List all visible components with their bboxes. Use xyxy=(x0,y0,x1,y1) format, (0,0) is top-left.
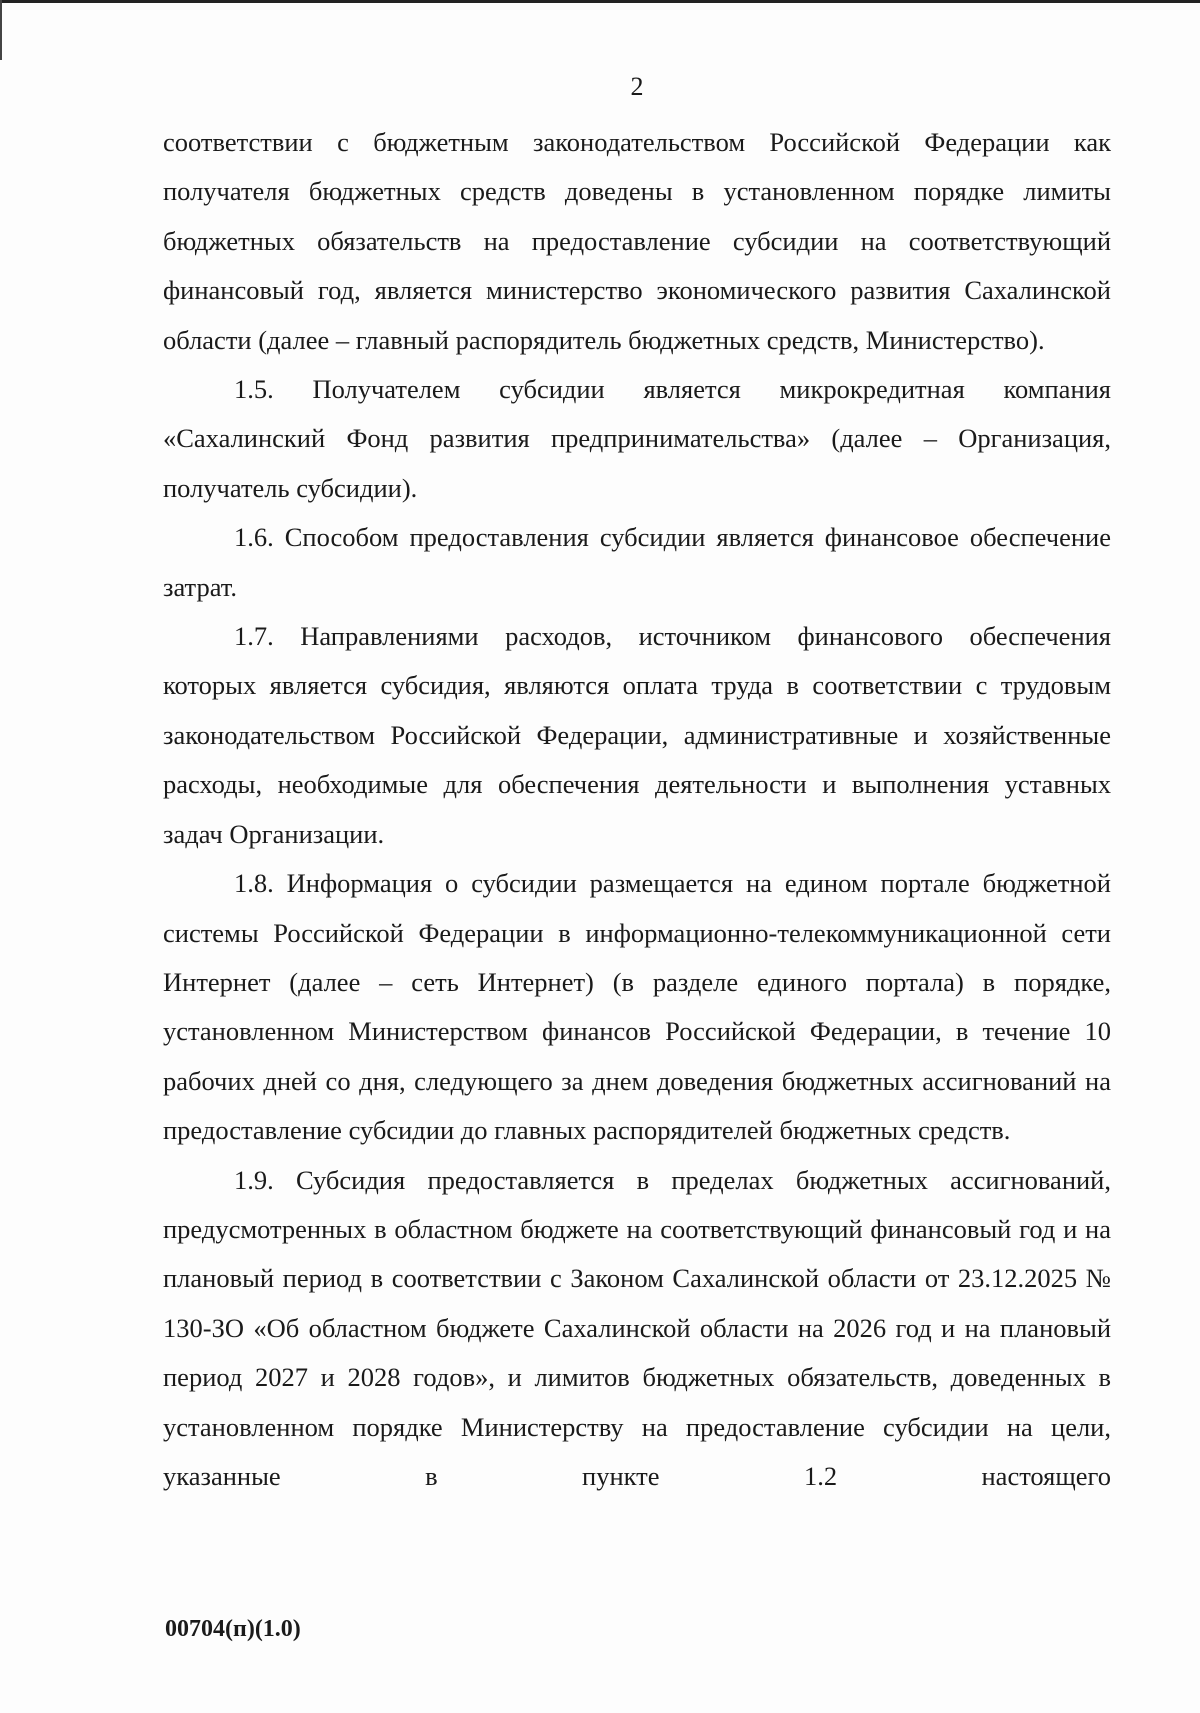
paragraph-1-8: 1.8. Информация о субсидии размещается на едином портале бюджетной системы Российской Федерации в информационно-телекоммуникационной сети Интернет (далее – сеть Интернет) (в разделе единого портала) в порядке, установленном Министерством финансов Российской Федерации, в течение 10 рабочих дней со дня, следующего за днем доведения бюджетных ассигнований на предоставление субсидии до главных распорядителей бюджетных средств. xyxy=(163,868,1111,1146)
paragraph-continuation: соответствии с бюджетным законодательством Российской Федерации как получателя бюджетных средств доведены в установленном порядке лимиты бюджетных обязательств на предоставление субсидии на соответствующий финансовый год, является министерство экономического развития Сахалинской области (далее – главный распорядитель бюджетных средств, Министерство). xyxy=(163,127,1111,355)
document-code: 00704(п)(1.0) xyxy=(165,1616,301,1642)
document-body xyxy=(163,118,1111,1501)
paragraph-1-9: 1.9. Субсидия предоставляется в пределах бюджетных ассигнований, предусмотренных в областном бюджете на соответствующий финансовый год и на плановый период в соответствии с Законом Сахалинской области от 23.12.2025 № 130-ЗО «Об областном бюджете Сахалинской области на 2026 год и на плановый период 2027 и 2028 годов», и лимитов бюджетных обязательств, доведенных в установленном порядке Министерству на предоставление субсидии на цели, указанные в пункте 1.2 настоящего xyxy=(163,1164,1111,1491)
paragraph-1-5: 1.5. Получателем субсидии является микрокредитная компания «Сахалинский Фонд развития предпринимательства» (далее – Организация, получатель субсидии). xyxy=(163,374,1111,503)
scan-top-edge xyxy=(0,0,1200,3)
paragraph-1-6: 1.6. Способом предоставления субсидии является финансовое обеспечение затрат. xyxy=(163,522,1111,602)
page-number: 2 xyxy=(630,72,644,101)
paragraph-1-7: 1.7. Направлениями расходов, источником финансового обеспечения которых является субсидия, являются оплата труда в соответствии с трудовым законодательством Российской Федерации, административные и хозяйственные расходы, необходимые для обеспечения деятельности и выполнения уставных задач Организации. xyxy=(163,621,1111,849)
scan-left-edge xyxy=(0,0,2,60)
